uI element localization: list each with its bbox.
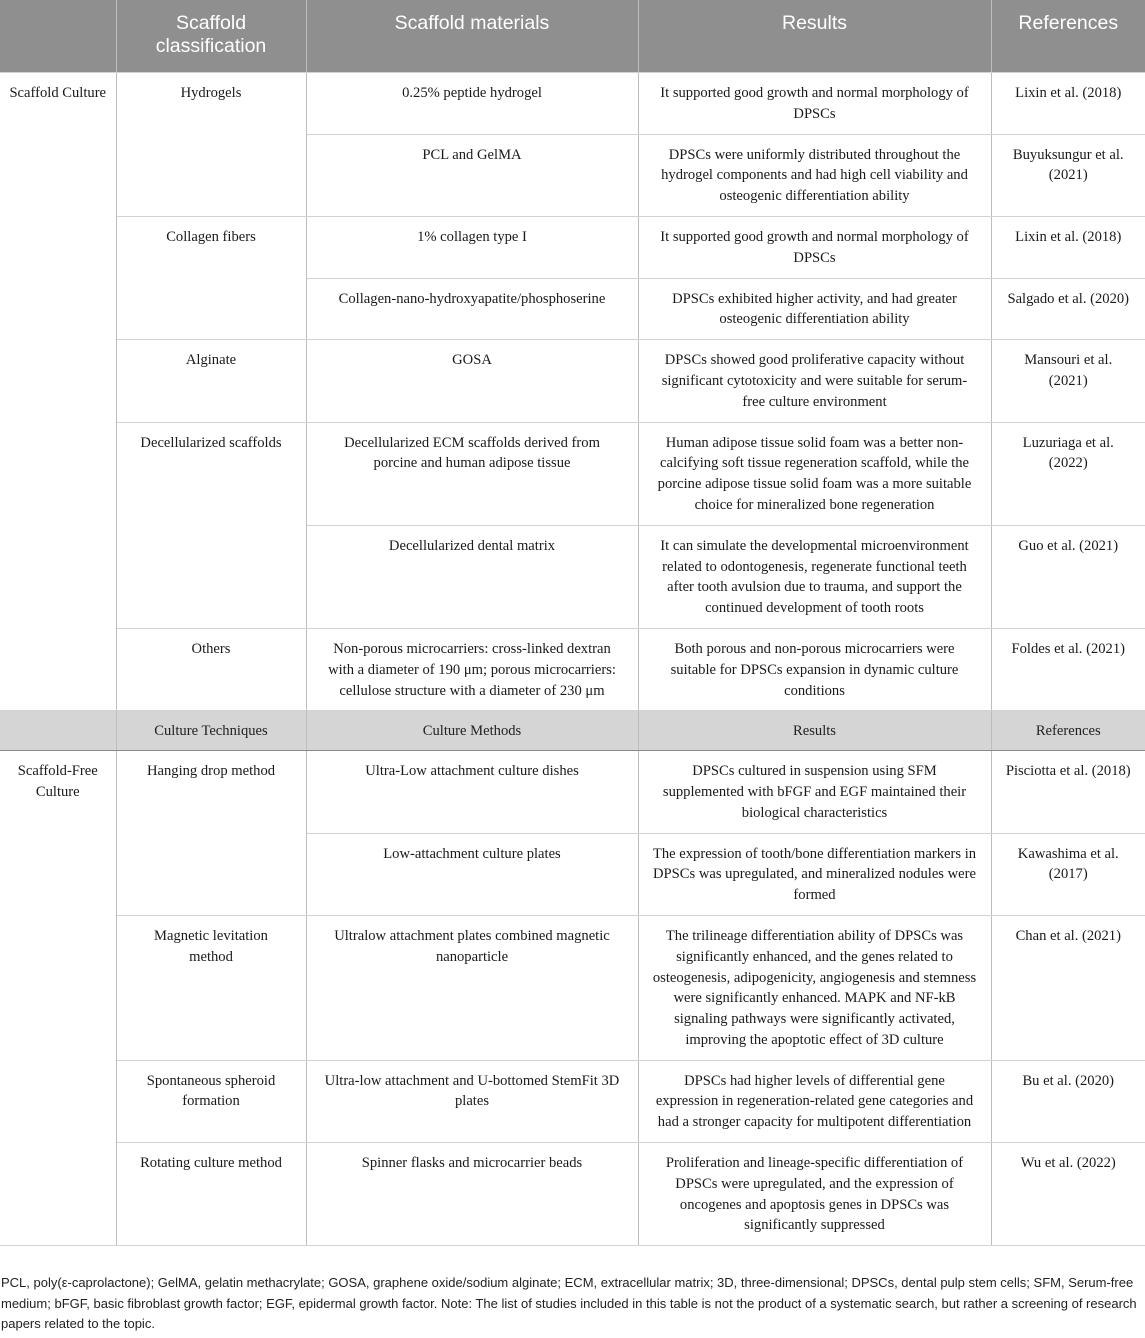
material-cell: Decellularized ECM scaffolds derived from porcine and human adipose tissue — [306, 422, 638, 525]
material-cell: Decellularized dental matrix — [306, 525, 638, 628]
header-blank — [0, 0, 116, 73]
material-cell: 0.25% peptide hydrogel — [306, 73, 638, 135]
result-cell: It supported good growth and normal morphology of DPSCs — [638, 216, 991, 278]
reference-cell: Pisciotta et al. (2018) — [991, 751, 1145, 833]
material-cell: Ultra-low attachment and U-bottomed StemFit 3D plates — [306, 1060, 638, 1142]
result-cell: Proliferation and lineage-specific differentiation of DPSCs were upregulated, and the expression of oncogenes and apoptosis genes in DPSCs was significantly suppressed — [638, 1143, 991, 1246]
classification-cell: Decellularized scaffolds — [116, 422, 306, 628]
classification-cell: Collagen fibers — [116, 216, 306, 339]
material-cell: Spinner flasks and microcarrier beads — [306, 1143, 638, 1246]
reference-cell: Buyuksungur et al. (2021) — [991, 134, 1145, 216]
result-cell: It can simulate the developmental microenvironment related to odontogenesis, regenerate functional teeth after tooth avulsion due to trauma, and support the continued development of tooth roots — [638, 525, 991, 628]
subheader-results: Results — [638, 711, 991, 751]
subheader-culture-techniques: Culture Techniques — [116, 711, 306, 751]
result-cell: Both porous and non-porous microcarriers were suitable for DPSCs expansion in dynamic culture conditions — [638, 628, 991, 710]
material-cell: Ultra-Low attachment culture dishes — [306, 751, 638, 833]
result-cell: DPSCs were uniformly distributed throughout the hydrogel components and had high cell viability and osteogenic differentiation ability — [638, 134, 991, 216]
classification-cell: Others — [116, 628, 306, 710]
table-row — [0, 340, 1145, 422]
header-references: References — [991, 0, 1145, 73]
result-cell: Human adipose tissue solid foam was a better non-calcifying soft tissue regeneration scaffold, while the porcine adipose tissue solid foam was a more suitable choice for mineralized bone regeneration — [638, 422, 991, 525]
reference-cell: Bu et al. (2020) — [991, 1060, 1145, 1142]
reference-cell: Mansouri et al. (2021) — [991, 340, 1145, 422]
classification-cell: Alginate — [116, 340, 306, 422]
classification-cell: Magnetic levitation method — [116, 915, 306, 1060]
material-cell: Low-attachment culture plates — [306, 833, 638, 915]
reference-cell: Kawashima et al. (2017) — [991, 833, 1145, 915]
scaffold-culture-label: Scaffold Culture — [0, 73, 116, 711]
result-cell: DPSCs showed good proliferative capacity without significant cytotoxicity and were suitable for serum-free culture environment — [638, 340, 991, 422]
reference-cell: Lixin et al. (2018) — [991, 216, 1145, 278]
classification-cell: Spontaneous spheroid formation — [116, 1060, 306, 1142]
header-results: Results — [638, 0, 991, 73]
header-scaffold-classification: Scaffold classification — [116, 0, 306, 73]
classification-cell: Hanging drop method — [116, 751, 306, 916]
classification-cell: Hydrogels — [116, 73, 306, 217]
table-footnote: PCL, poly(ε-caprolactone); GelMA, gelatin methacrylate; GOSA, graphene oxide/sodium alginate; ECM, extracellular matrix; 3D, three-dimensional; DPSCs, dental pulp stem cells; SFM, Serum-free medium; bFGF, basic fibroblast growth factor; EGF, epidermal growth factor. Note: The list of studies included in this table is not the product of a systematic search, but rather a screening of research papers related to the topic. — [1, 1275, 1137, 1331]
subheader-blank — [0, 711, 116, 751]
reference-cell: Guo et al. (2021) — [991, 525, 1145, 628]
material-cell: Collagen-nano-hydroxyapatite/phosphoserine — [306, 278, 638, 340]
subheader-references: References — [991, 711, 1145, 751]
table-row — [0, 422, 1145, 525]
table-row — [0, 1143, 1145, 1246]
subheader-row — [0, 711, 1145, 751]
result-cell: The trilineage differentiation ability of DPSCs was significantly enhanced, and the genes related to osteogenesis, adipogenicity, angiogenesis and stemness were significantly enhanced. MAPK and NF-kB signaling pathways were significantly activated, improving the apoptotic effect of 3D culture — [638, 915, 991, 1060]
table-row — [0, 751, 1145, 833]
scaffold-free-culture-label: Scaffold-Free Culture — [0, 751, 116, 1246]
reference-cell: Luzuriaga et al. (2022) — [991, 422, 1145, 525]
material-cell: 1% collagen type I — [306, 216, 638, 278]
result-cell: The expression of tooth/bone differentiation markers in DPSCs was upregulated, and mineralized nodules were formed — [638, 833, 991, 915]
table-header-row — [0, 0, 1145, 73]
material-cell: GOSA — [306, 340, 638, 422]
material-cell: Ultralow attachment plates combined magnetic nanoparticle — [306, 915, 638, 1060]
material-cell: PCL and GelMA — [306, 134, 638, 216]
header-scaffold-materials: Scaffold materials — [306, 0, 638, 73]
reference-cell: Chan et al. (2021) — [991, 915, 1145, 1060]
reference-cell: Salgado et al. (2020) — [991, 278, 1145, 340]
classification-cell: Rotating culture method — [116, 1143, 306, 1246]
table-row — [0, 915, 1145, 1060]
table-row — [0, 216, 1145, 278]
subheader-culture-methods: Culture Methods — [306, 711, 638, 751]
table-row — [0, 73, 1145, 135]
table-row — [0, 628, 1145, 710]
reference-cell: Wu et al. (2022) — [991, 1143, 1145, 1246]
result-cell: DPSCs exhibited higher activity, and had greater osteogenic differentiation ability — [638, 278, 991, 340]
reference-cell: Lixin et al. (2018) — [991, 73, 1145, 135]
reference-cell: Foldes et al. (2021) — [991, 628, 1145, 710]
result-cell: DPSCs cultured in suspension using SFM supplemented with bFGF and EGF maintained their biological characteristics — [638, 751, 991, 833]
table-row — [0, 1060, 1145, 1142]
result-cell: It supported good growth and normal morphology of DPSCs — [638, 73, 991, 135]
material-cell: Non-porous microcarriers: cross-linked dextran with a diameter of 190 μm; porous microcarriers: cellulose structure with a diameter of 230 μm — [306, 628, 638, 710]
result-cell: DPSCs had higher levels of differential gene expression in regeneration-related gene categories and had a stronger capacity for multipotent differentiation — [638, 1060, 991, 1142]
